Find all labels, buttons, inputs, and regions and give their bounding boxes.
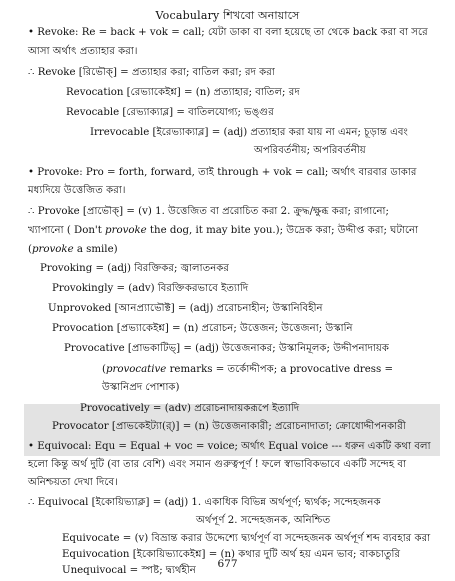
text-line: Provocation [প্রভ্যাকেইশ্ন] = (n) প্ররোচন; উত্তেজন; উত্তেজনা; উস্কানি — [52, 323, 353, 334]
text-line: • Revoke: Re = back + vok = call; যেটা ডাকা বা বলা হয়েছে তা থেকে back করা বা সরে — [28, 27, 428, 38]
text-line: হলো কিন্তু অর্থ দুটি (বা তার বেশি) এবং সমান গুরুত্বপূর্ণ ! ফলে স্বাভাবিকভাবে একটি সন্দেহ বা — [28, 459, 407, 470]
text-line: অর্থপূর্ণ 2. সন্দেহজনক, অনিশ্চিত — [196, 515, 331, 526]
text-line: Equivocate = (v) বিভ্রান্ত করার উদ্দেশ্যে দ্ব্যর্থপূর্ণ বা সন্দেহজনক অর্থপূর্ণ শব্দ ব্যবহার করা — [62, 533, 431, 544]
text-line: আসা অর্থাৎ প্রত্যাহার করা। — [28, 46, 138, 57]
text-line: মধ্যদিয়ে উত্তেজিত করা। — [28, 185, 126, 196]
text-line: Provoking = (adj) বিরক্তিকর; জ্বালাতনকর — [40, 263, 230, 274]
text-line: Provocative [প্রাভকাটিভ্] = (adj) উত্তেজনাকর; উস্কানিমূলক; উদ্দীপনাদায়ক — [64, 343, 389, 354]
text-line: Provokingly = (adv) বিরক্তিকরভাবে ইত্যাদি — [52, 283, 249, 294]
text-line: ∴ Equivocal [ইকোয়িভ্যাক্ল] = (adj) 1. একাধিক বিভিন্ন অর্থপূর্ণ; দ্ব্যর্থক; সন্দেহজনক — [28, 497, 381, 508]
text-line: Revocable [রেভ্যাক্যাব্ল] = বাতিলযোগ্য; ভঙ্গুর — [66, 107, 274, 118]
text-line: Unequivocal = স্পষ্ট; দ্ব্যর্থহীন — [62, 565, 196, 576]
text-line: Unprovoked [আনপ্র্যাভৌক্ট] = (adj) প্ররোচনাহীন; উস্কানিবিহীন — [48, 303, 323, 314]
text-line: ∴ Provoke [প্রাভৌক্] = (v) 1. উত্তেজিত বা প্ররোচিত করা 2. ক্রুদ্ধ/ক্ষুব্ধ করা; রাগানো; — [28, 206, 389, 217]
text-line: Revocation [রেভ্যাকেইশ্ন] = (n) প্রত্যাহার; বাতিল; রদ — [66, 87, 300, 98]
page-number: 677 — [217, 558, 238, 570]
text-line: Provocator [প্রাভকেইট্যা(র্)] = (n) উত্তেজনাকারী; প্ররোচনাদাতা; ক্রোধোদ্দীপনকারী — [52, 421, 406, 432]
text-line: • Provoke: Pro = forth, forward, তাই through + vok = call; অর্থাৎ বারবার ডাকার — [28, 167, 417, 178]
text-line: Equivocation [ইকোয়িভ্যাকেইশ্ন] = (n) কথার দুটি অর্থ হয় এমন ভাব; বাকচাতুরি — [62, 549, 401, 560]
text-line: উস্কানিপ্রদ পোশাক) — [102, 382, 180, 393]
text-line: অপরিবর্তনীয়; অপরিবর্তনীয় — [254, 145, 366, 156]
text-line: (provocative remarks = তর্কোদ্দীপক; a provocative dress = — [102, 364, 393, 375]
text-line: ∴ Revoke [রিভৌক্] = প্রত্যাহার করা; বাতিল করা; রদ করা — [28, 67, 275, 78]
text-line: • Equivocal: Equ = Equal + voc = voice; অর্থাৎ Equal voice --- ধরুন একটি কথা বলা — [28, 441, 431, 452]
text-line: Irrevocable [ইরেভ্যাক্যাব্ল] = (adj) প্রত্যাহার করা যায় না এমন; চূড়ান্ত এবং — [90, 127, 408, 138]
page-header: Vocabulary শিখবো অনায়াসে — [155, 9, 300, 22]
text-line: খ্যাপানো ( Don't provoke the dog, it may bite you.); উদ্রেক করা; উদ্দীপ্ত করা; ঘটানো — [28, 225, 419, 236]
text-line: (provoke a smile) — [28, 244, 118, 255]
text-line: অনিশ্চয়তা দেখা দিবে। — [28, 477, 118, 488]
text-line: Provocatively = (adv) প্ররোচনাদায়করূপে ইত্যাদি — [80, 403, 300, 414]
